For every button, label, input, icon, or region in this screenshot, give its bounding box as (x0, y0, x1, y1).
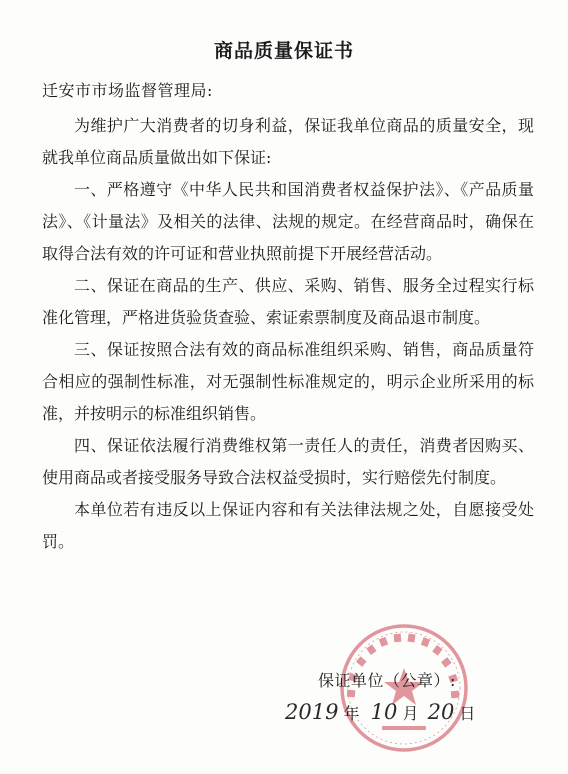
date-month: 10 (370, 700, 398, 724)
signature-date (285, 700, 475, 730)
addressee: 迁安市市场监督管理局: (42, 81, 213, 100)
date-month-unit: 月 (402, 704, 419, 723)
date-year: 2019 (285, 700, 339, 724)
date-year-unit: 年 (343, 704, 360, 723)
paragraph-4: 四、保证依法履行消费维权第一责任人的责任，消费者因购买、使用商品或者接受服务导致合法权益受损时，实行赔偿先付制度。 (42, 436, 534, 487)
paragraph-closing: 本单位若有违反以上保证内容和有关法律法规之处，自愿接受处罚。 (42, 500, 534, 551)
date-day: 20 (427, 700, 455, 724)
date-day-unit: 日 (459, 704, 476, 723)
paragraph-1: 一、严格遵守《中华人民共和国消费者权益保护法》、《产品质量法》、《计量法》及相关的法律、法规的规定。在经营商品时，确保在取得合法有效的许可证和营业执照前提下开展经营活动。 (42, 180, 534, 263)
signoff-label: 保证单位（公章）: (318, 671, 456, 690)
paragraph-intro: 为维护广大消费者的切身利益，保证我单位商品的质量安全，现就我单位商品质量做出如下保证: (42, 116, 534, 167)
document-title: 商品质量保证书 (213, 40, 354, 62)
paragraph-2: 二、保证在商品的生产、供应、采购、销售、服务全过程实行标准化管理，严格进货验货查验、索证索票制度及商品退市制度。 (42, 276, 534, 327)
paragraph-3: 三、保证按照合法有效的商品标准组织采购、销售，商品质量符合相应的强制性标准，对无强制性标准规定的，明示企业所采用的标准，并按明示的标准组织销售。 (42, 340, 534, 423)
document-body (42, 110, 534, 558)
